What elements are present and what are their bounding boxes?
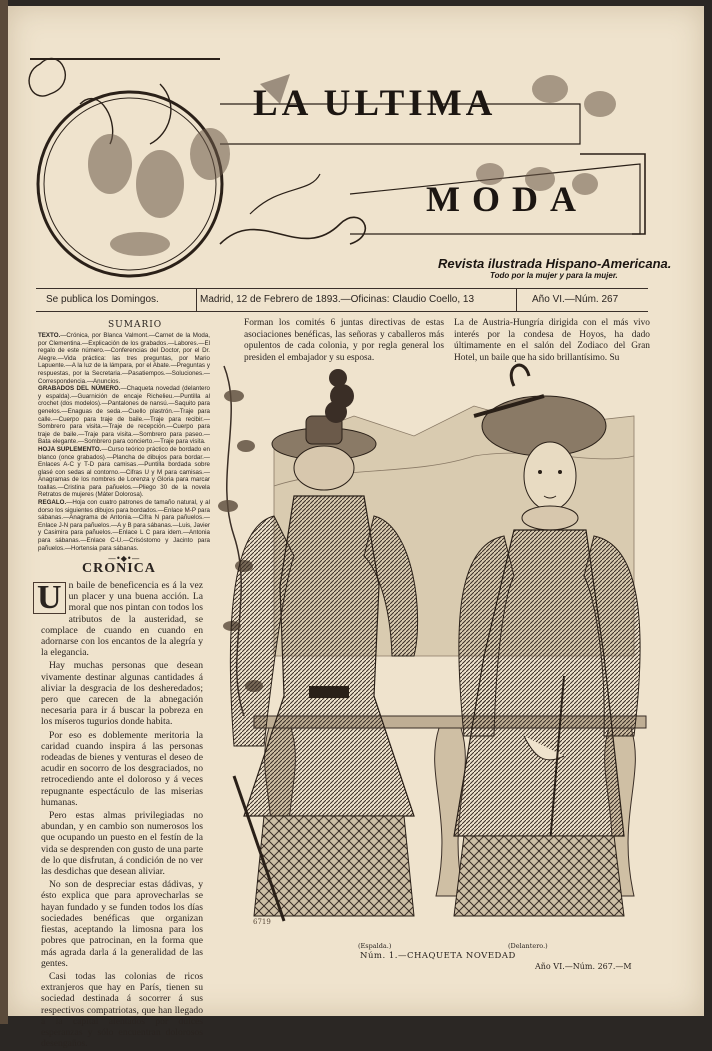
cronica-article <box>37 579 203 1051</box>
sumario-label-texto: TEXTO. <box>38 332 61 339</box>
cronica-paragraph: No son de despreciar estas dádivas, y ésto explica que para aprovecharlas se hayan fundado y se funden todos los días sociedades benéficas que organizan fiestas, aceptando la limosna para los pobres que patrocinan, en la forma que más agrada darla á la generalidad de las gentes. <box>41 879 203 969</box>
drop-cap: U <box>33 582 66 614</box>
fashion-illustration <box>214 356 646 936</box>
column-2-text: Forman los comités 6 juntas directivas de estas asociaciones benéficas, las señoras y caballeros más opulentos de cada colonia, y por regla general los presiden el embajador y su esposa. <box>244 318 444 363</box>
cronica-title: CRONICA <box>82 561 156 576</box>
newspaper-page <box>8 6 704 1050</box>
masthead-subtitle: Revista ilustrada Hispano-Americana. <box>438 256 672 271</box>
sumario-grabados: —Chaqueta novedad (delantero y espalda).—Guarnición de encaje Richelieu.—Puntilla al crochet (dos modelos).—Pantalones de nansú.—Saquito para genelos.—Enaguas de seda.—Cuello plastrón.—Traje para calle.—Cuerpo para traje de baile.—Traje para recibir.—Sombrero para visita.—Traje de recepción.—Cuerpo para traje de baile.—Traje para visita.—Sombrero para paseo.—Bata elegante.—Sombrero para concierto.—Traje para visita. <box>38 385 210 446</box>
engraver-signature: 6719 <box>253 918 271 926</box>
column-3-text: La de Austria-Hungría dirigida con el más vivo interés por la condesa de Hoyos, ha dado últimamente en el salón del Zodiaco del Gran Hotel, un baile que ha sido brillantísimo. Su <box>454 318 650 363</box>
info-bar <box>36 288 648 312</box>
date-and-offices: Madrid, 12 de Febrero de 1893.—Oficinas: Claudio Coello, 13 <box>200 294 475 305</box>
publication-frequency: Se publica los Domingos. <box>46 294 159 305</box>
issue-number: Año VI.—Núm. 267 <box>532 294 619 305</box>
sumario-text <box>38 332 210 552</box>
masthead-ornament <box>20 44 650 276</box>
masthead-title-line1: LA ULTIMA <box>253 83 497 124</box>
caption-front-label: (Delantero.) <box>508 942 548 950</box>
binding-edge <box>0 0 8 1024</box>
sumario-label-hoja: HOJA SUPLEMENTO. <box>38 445 102 453</box>
cronica-paragraph: Por eso es doblemente meritoria la caridad cuando inspira á las personas rodeadas de bienes y venturas el deseo de acudir en socorro de los desgraciados, no retrocediendo ante el doloroso y á veces repugnante espectáculo de las miserias humanas. <box>41 729 203 808</box>
cronica-paragraph: Hay muchas personas que desean vivamente destinar algunas cantidades á aliviar la desgracia de los desheredados; pero que carecen de la abnegación necesaria para ir á buscar la pobreza en los míseros tugurios donde habita. <box>41 660 203 728</box>
divider <box>196 289 197 311</box>
divider <box>516 289 517 311</box>
sumario-regalo: —Hoja con cuatro patrones de tamaño natural, y al dorso los siguientes dibujos para bordados.—Enlace M-P para sábanas.—Anagrama de Antonia.—Cifra N para pañuelos.—Enlace J-N para pañuelos.—A y B para sábanas.—Luis, Javier y Casimira para pañuelos.—Enlace L C para idem.—Antonia para sábanas.—Enlace C-U.—Crisóstomo y Jacinto para pañuelos.—Hortensia para sábanas. <box>38 499 210 552</box>
cronica-paragraph: n baile de beneficencia es á la vez un placer y una buena acción. La moral que nos pintan con todos los atributos de la austeridad, se complace de cuando en cuando en adornarse con los encantos de la alegría y la elegancia. <box>41 580 203 659</box>
masthead-tagline: Todo por la mujer y para la mujer. <box>490 271 618 280</box>
cronica-paragraph: Pero estas almas privilegiadas no abundan, y en cambio son numerosos los que ocupando un puesto en el festín de la vida se desprenden con gusto de una parte de lo que disfrutan, á condición de no ver las desdichas que desean aliviar. <box>41 810 203 878</box>
sumario-label-grabados: GRABADOS DEL NÚMERO. <box>38 385 121 393</box>
sumario-hoja: —Curso teórico práctico de bordado en blanco (once grabados).—Plancha de dibujos para bordar.—Enlaces A-C y T-D para camisas.—Puntilla bordada sobre glasé con sedas al contorno.—Cifras U y M para camisas.—Anagramas de los nombres de Lorenza y Gloria para marcar toallas.—Cristina para pañuelos.—Pliego 30 de la novela Retratos de mujeres (Máter Dolorosa). <box>38 445 210 499</box>
section-ornament: —•◆•— <box>108 554 140 563</box>
sumario-label-regalo: REGALO. <box>38 499 67 507</box>
sumario-title: SUMARIO <box>108 320 163 330</box>
cronica-paragraph: Casi todas las colonias de ricos extranjeros que hay en París, tienen su sociedad destinada á socorrer á sus respectivos compatriotas, que han llegado á la capital alentados por dulces esperanzas y sólo encuentran dolorosos desengaños. <box>41 970 203 1050</box>
caption-back-label: (Espalda.) <box>358 942 392 950</box>
masthead-title-line2: MODA <box>426 179 588 219</box>
sumario-texto: —Crónica, por Blanca Valmont.—Carnet de la Moda, por Clementina.—Explicación de los grabados.—Labores.—El regalo de este número.—Conferencias del Doctor, por el Dr. Alegre.—Vida práctica: las tres preguntas, por Mario Lapuente.—A la luz de la lámpara, por el Abate.—Preguntas y respuestas, por la Secretaria.—Pasatiempos.—Soluciones.—Correspondencia.—Anuncios. <box>38 332 210 385</box>
illustration-caption: Núm. 1.—CHAQUETA NOVEDAD <box>360 951 516 961</box>
footer-issue: Año VI.—Núm. 267.—M <box>535 962 632 971</box>
